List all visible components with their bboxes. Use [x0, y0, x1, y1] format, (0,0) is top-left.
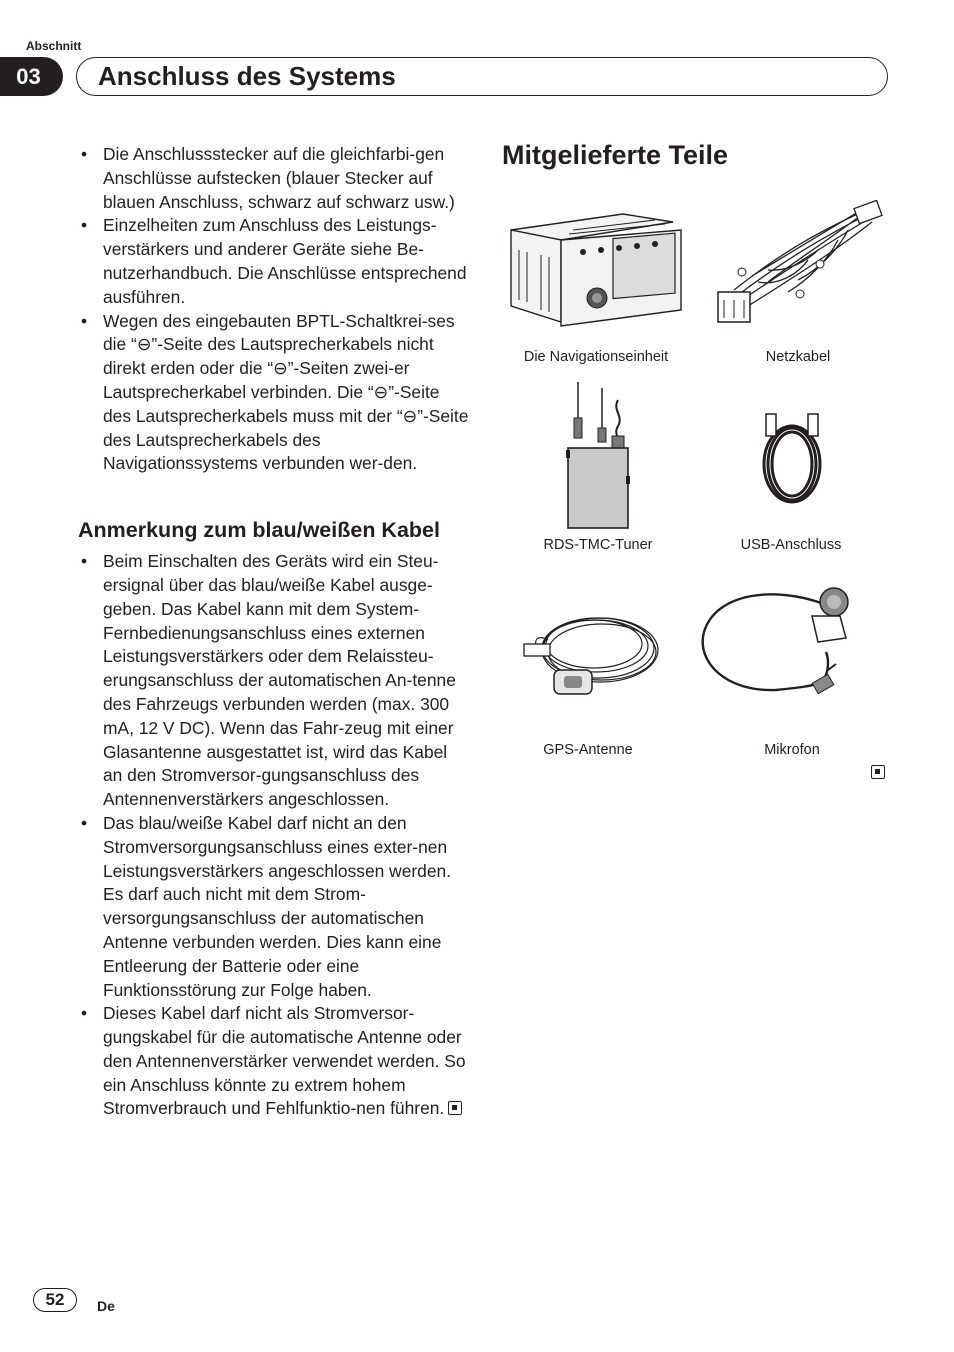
list-item — [78, 812, 470, 1002]
part-caption: GPS-Antenne — [543, 742, 633, 758]
left-column — [78, 143, 470, 1121]
section-label: Abschnitt — [26, 39, 82, 53]
list-item — [78, 550, 470, 812]
part-caption: Die Navigationseinheit — [523, 349, 669, 365]
end-of-section-icon — [871, 765, 885, 779]
language-code: De — [97, 1298, 115, 1314]
section-title: Anschluss des Systems — [98, 61, 396, 91]
bullet-list — [78, 143, 470, 476]
section-number-badge: 03 — [0, 57, 63, 96]
part-caption: Mikrofon — [764, 742, 820, 758]
rds-tmc-tuner-icon — [562, 380, 634, 532]
part-caption: Netzkabel — [765, 349, 831, 365]
list-item-text: Das blau/weiße Kabel darf nicht an den Stromversorgungsanschluss eines exter-nen Leistungsverstärkers angeschlossen werden. Es darf auch nicht mit dem Strom-versorgungsanschluss der automatischen Antenne verbunden werden. Dies kann eine Entleerung der Batterie oder eine Funktionsstörung zur Folge haben. — [103, 812, 451, 1000]
gps-antenna-icon — [518, 600, 660, 702]
subheading: Anmerkung zum blau/weißen Kabel — [78, 518, 440, 543]
list-item — [78, 1002, 470, 1121]
list-item-text: Einzelheiten zum Anschluss des Leistungs-verstärkers und anderer Geräte siehe Be-nutzerhandbuch. Die Anschlüsse entsprechend ausführen. — [103, 215, 467, 307]
list-item-text: Beim Einschalten des Geräts wird ein Steu-ersignal über das blau/weiße Kabel ausge-geben. Das Kabel kann mit dem System-Fernbedienungsanschluss eines externen Leistungsverstärkers oder dem Relaissteu-erungsanschluss der automatischen An-tenne des Fahrzeugs verbunden werden (max. 300 mA, 12 V DC). Wenn das Fahr-zeug mit einer Glasantenne ausgestattet ist, wird das Kabel an den Stromversor-gungsanschluss des Antennenverstärkers angeschlossen. — [103, 551, 456, 810]
list-item-text: Die Anschlussstecker auf die gleichfarbi-gen Anschlüsse aufstecken (blauer Stecker auf blauen Anschluss, schwarz auf schwarz usw.) — [103, 144, 455, 212]
part-caption: RDS-TMC-Tuner — [543, 537, 653, 553]
list-item — [78, 310, 470, 477]
page-number: 52 — [33, 1288, 77, 1312]
list-item-text: Dieses Kabel darf nicht als Stromversor-gungskabel für die automatische Antenne oder den Antennenverstärker verwendet werden. So ein Anschluss könnte zu extrem hohem Stromverbrauch und Fehlfunktio-nen führen. — [103, 1003, 466, 1119]
part-caption: USB-Anschluss — [740, 537, 842, 553]
list-item — [78, 143, 470, 214]
end-of-section-icon — [448, 1101, 462, 1115]
microphone-icon — [696, 582, 856, 704]
navigation-unit-icon — [505, 210, 687, 335]
usb-cable-icon — [752, 408, 832, 506]
bullet-list — [78, 550, 470, 1121]
power-cable-icon — [708, 200, 886, 332]
list-item — [78, 214, 470, 309]
parts-heading: Mitgelieferte Teile — [502, 140, 729, 170]
list-item-text: Wegen des eingebauten BPTL-Schaltkrei-ses die “⊖”-Seite des Lautsprecherkabels nicht direkt erden oder die “⊖”-Seiten zwei-er Lautsprecherkabel verbinden. Die “⊖”-Seite des Lautsprecherkabels muss mit der “⊖”-Seite des Lautsprecherkabels des Navigationssystems verbunden wer-den. — [103, 310, 469, 474]
